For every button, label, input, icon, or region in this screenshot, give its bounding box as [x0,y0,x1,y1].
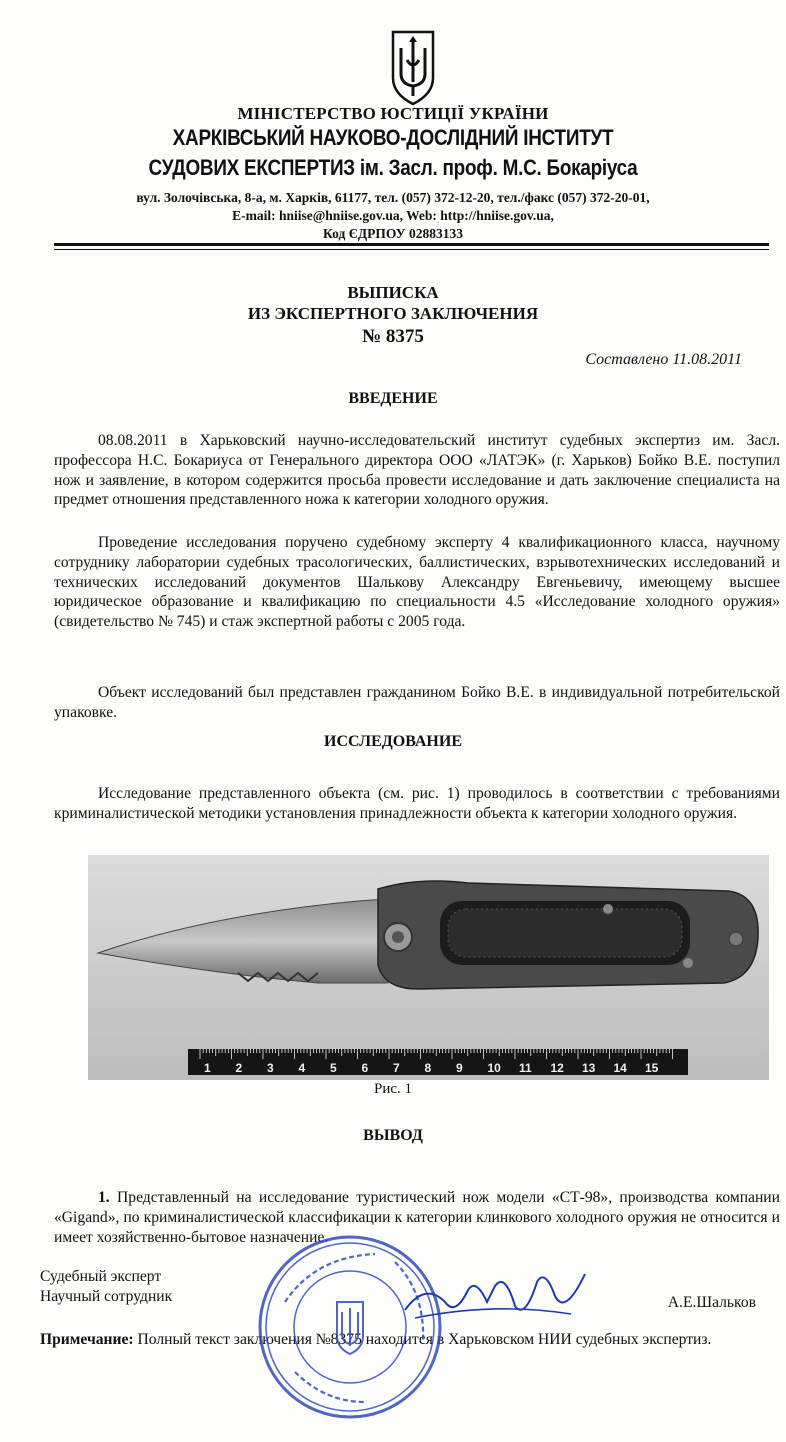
ruler-number: 13 [582,1061,596,1075]
ruler-number: 7 [393,1061,400,1075]
ruler-number: 10 [487,1061,501,1075]
note-label: Примечание: [40,1331,134,1348]
document-number: № 8375 [362,326,424,347]
header-divider-thin [54,249,769,250]
trident-emblem-icon [389,30,437,106]
intro-heading: ВВЕДЕНИЕ [348,390,438,407]
ruler-number: 6 [361,1061,369,1075]
document-title: ВЫПИСКА [347,283,439,302]
ruler-number: 9 [456,1061,463,1075]
institute-address: вул. Золочівська, 8-а, м. Харків, 61177, тел. (057) 372-12-20, тел./факс (057) 372-20-01, [136,190,650,205]
measuring-ruler [188,1049,688,1075]
ruler-number: 15 [645,1061,659,1075]
ruler-number: 5 [330,1061,337,1075]
signer-role-1: Судебный эксперт [40,1268,162,1285]
intro-paragraph-2: Проведение исследования поручено судебному эксперту 4 квалификационного класса, научному сотруднику лаборатории судебных трасологических, баллистических, взрывотехнических исследований и технических исследований документов Шалькову Александру Евгеньевичу, имеющему высшее юридическое образование и квалификацию по специальности 4.5 «Исследование холодного оружия» (свидетельство № 745) и стаж экспертной работы с 2005 года. [54,534,780,631]
institute-contacts: E-mail: hniise@hniise.gov.ua, Web: http://hniise.gov.ua, [232,208,554,223]
conclusion-text: Представленный на исследование туристический нож модели «СТ-98», производства компании «Gigand», по криминалистической классификации к категории клинкового холодного оружия не относится и имеет хозяйственно-бытовое назначение. [54,1189,780,1246]
research-paragraph: Исследование представленного объекта (см. рис. 1) проводилось в соответствии с требованиями криминалистической методики установления принадлежности объекта к категории холодного оружия. [54,785,780,822]
header-divider-thick [54,243,769,246]
ruler-number: 11 [519,1061,532,1075]
handwritten-signature [395,1262,595,1332]
figure-caption: Рис. 1 [373,1081,413,1097]
ruler-number: 8 [424,1061,432,1075]
document-subtitle: ИЗ ЭКСПЕРТНОГО ЗАКЛЮЧЕНИЯ [247,304,539,323]
ruler-number: 4 [298,1061,306,1075]
ruler-number: 12 [550,1061,564,1075]
composed-date: Составлено 11.08.2011 [585,351,742,368]
research-heading: ИССЛЕДОВАНИЕ [324,733,462,750]
intro-paragraph-3: Объект исследований был представлен гражданином Бойко В.Е. в индивидуальной потребительской упаковке. [54,684,780,721]
institute-name-line2: СУДОВИХ ЕКСПЕРТИЗ ім. Засл. проф. М.С. Бокаріуса [148,155,638,180]
ruler-number: 1 [204,1061,211,1075]
institute-code: Код ЄДРПОУ 02883133 [323,226,463,241]
conclusion-item-number: 1. [98,1189,110,1206]
signer-role-2: Научный сотрудник [40,1288,173,1305]
knife-photo [88,855,769,1080]
ruler-number: 3 [267,1061,274,1075]
signer-name: А.Е.Шальков [667,1294,756,1311]
intro-paragraph-1: 08.08.2011 в Харьковский научно-исследовательский институт судебных экспертиз им. Засл. профессора Н.С. Бокариуса от Генерального директора ООО «ЛАТЭК» (г. Харьков) Бойко В.Е. поступил нож и заявление, в котором содержится просьба провести исследование и дать заключение специалиста на предмет отношения представленного ножа к категории холодного оружия. [54,432,780,509]
note-text: Полный текст заключения №8375 находится в Харьковском НИИ судебных экспертиз. [133,1331,712,1348]
ministry-name: МІНІСТЕРСТВО ЮСТИЦІЇ УКРАЇНИ [237,104,549,123]
ruler-number: 14 [613,1061,627,1075]
conclusion-heading: ВЫВОД [363,1127,423,1144]
ruler-number: 2 [235,1061,243,1075]
institute-name-line1: ХАРКІВСЬКИЙ НАУКОВО-ДОСЛІДНИЙ ІНСТИТУТ [172,125,614,150]
